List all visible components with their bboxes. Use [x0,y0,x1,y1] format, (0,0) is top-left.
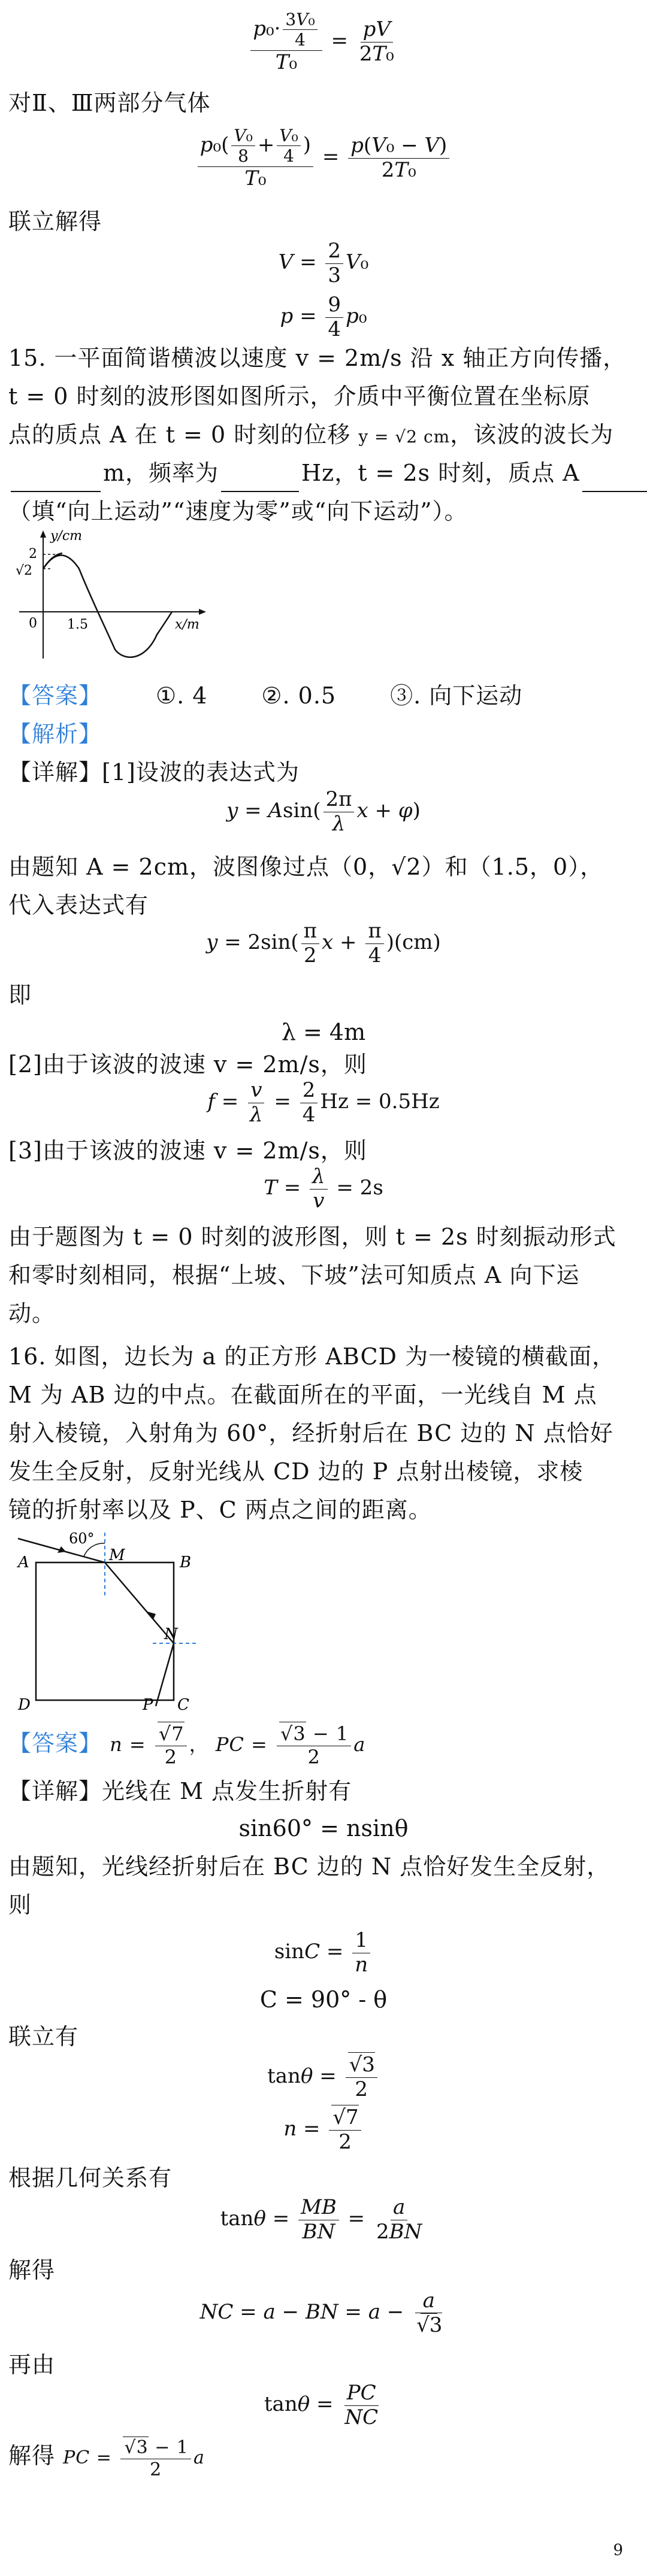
label-c: C [177,1696,189,1712]
eq-period: T = $\frac{\lambda}{v}$ = 2s [264,1164,383,1213]
q15-line1: 15. 一平面简谐横波以速度 v = 2m/s 沿 x 轴正方向传播， [8,345,627,371]
q15-detail-6: 由于题图为 t = 0 时刻的波形图，则 t = 2s 时刻振动形式 [8,1224,616,1250]
q15-detail-5: [3]由于该波的波速 v = 2m/s，则 [8,1137,367,1164]
q16-line4: 发生全反射，反射光线从 CD 边的 P 点射出棱镜，求棱 [8,1458,583,1485]
tick-origin: 0 [29,616,37,631]
q15-detail-4: [2]由于该波的波速 v = 2m/s，则 [8,1051,367,1078]
q16-detail-3: 则 [8,1892,32,1918]
label-n: N [164,1625,178,1643]
q16-detail-7: 再由 [8,2352,56,2378]
eq-nc: NC = a − BN = a − $\frac{a}{√3}$ [199,2289,443,2337]
q15-detail-7: 和零时刻相同，根据“上坡、下坡”法可知质点 A 向下运 [8,1262,580,1288]
eq-wave-2: y = 2sin( $\frac{\pi}{2}$ x + $\frac{\pi}{4}$ )(cm) [206,919,441,967]
q16-detail-1: 【详解】光线在 M 点发生折射有 [8,1778,352,1804]
q16-detail-4: 联立有 [8,2023,79,2050]
blank-wavelength[interactable] [11,467,101,492]
eq-c: C = 90° - θ [259,1986,388,2013]
reflected-ray [156,1643,174,1706]
label-b: B [180,1554,192,1571]
q15-line5: （填“向上运动”“速度为零”或“向下运动”）。 [8,498,468,524]
wave-graph [7,527,211,665]
eq-frequency: f = $\frac{v}{\lambda}$ = $\frac{2}{4}$ Hz = 0.5Hz [207,1078,440,1127]
y-axis-arrow [40,530,46,538]
eq-geo: tanθ = $\frac{MB}{BN}$ = $\frac{a}{2BN}$ [220,2195,422,2244]
eq-snell: sin60° = nsinθ [238,1815,409,1841]
q15-line2: t = 0 时刻的波形图如图所示，介质中平衡位置在坐标原 [8,383,591,409]
q15-detail-1: 【详解】[1]设波的表达式为 [8,759,300,785]
eq-tan: tanθ = $\frac{√3}{2}$ [0,2055,647,2100]
label-ji: 即 [8,982,32,1008]
equation-gas-2: p₀( $\frac{\text{V₀}}{8}$ + $\frac{\text{V₀}}{4}$ ) T₀ = $\frac{\text{p(V₀ − V)}}{\text{2T₀}}$ [0,127,647,189]
q16-line3: 射入棱镜，入射角为 60°，经折射后在 BC 边的 N 点恰好 [8,1420,613,1446]
eq-wave: y = Asin( $\frac{2\pi}{\lambda}$ x + φ) [226,787,421,836]
q15-line4: m，频率为 Hz，t = 2s 时刻，质点 A [8,454,637,492]
blank-frequency[interactable] [221,467,299,492]
equation-gas-1: p₀· $\frac{\text{3V₀}}{4}$ T₀ = $\frac{pV}{\text{2T₀}}$ [0,11,647,73]
x-axis-arrow [199,609,206,615]
eq-lambda: λ = 4m [281,1019,366,1045]
eq-sinc: sinC = $\frac{1}{n}$ [0,1930,647,1976]
eq-tan-2: tanθ = $\frac{PC}{NC}$ [264,2381,379,2429]
eq-n: n = $\frac{√7}{2}$ [0,2107,647,2153]
tick-1-5: 1.5 [67,617,88,632]
q15-detail-3: 代入表达式有 [8,892,149,918]
y-axis-label: y/cm [50,529,83,544]
tick-2: 2 [29,547,37,562]
label-m: M [109,1546,125,1564]
q16-detail-6: 解得 [8,2257,56,2283]
solution-v: V = $\frac{2}{3}$ V₀ [278,239,369,287]
q15-detail-2: 由题知 A = 2cm，波图像过点（0，√2）和（1.5，0）， [8,854,604,880]
q16-line1: 16. 如图，边长为 a 的正方形 ABCD 为一棱镜的横截面， [8,1343,616,1370]
angle-label: 60° [69,1530,95,1547]
q15-detail-8: 动。 [8,1300,56,1327]
q15-answer: 【答案】 ①. 4 ②. 0.5 ③. 向下运动 [8,682,523,709]
q16-answer: 【答案】 n = $\frac{√7}{2}$ ， PC = $\frac{√3 - 1}{2}$ a [8,1722,366,1768]
q16-detail-2: 由题知，光线经折射后在 BC 边的 N 点恰好发生全反射， [8,1853,610,1880]
q16-detail-5: 根据几何关系有 [8,2165,173,2191]
square-abcd [36,1562,174,1700]
q16-line5: 镜的折射率以及 P、C 两点之间的距离。 [8,1497,432,1523]
q15-line3: 点的质点 A 在 t = 0 时刻的位移 y = √2 cm，该波的波长为 [8,421,614,448]
solution-p: p = $\frac{9}{4}$ p₀ [280,293,367,341]
refracted-ray [105,1562,174,1643]
label-dui: 对Ⅱ、Ⅲ两部分气体 [8,90,211,116]
tick-sqrt2: √2 [16,563,33,578]
label-a: A [18,1554,29,1571]
label-p: P [143,1696,153,1712]
q16-detail-8: 解得 PC = $\frac{√3 - 1}{2}$ a [8,2437,205,2480]
x-axis-label: x/m [175,617,199,632]
label-lianli: 联立解得 [8,208,102,235]
q15-analysis-label: 【解析】 [8,721,102,747]
prism-figure [6,1527,210,1712]
wave-curve [43,556,172,657]
page-number: 9 [613,2541,623,2559]
q16-line2: M 为 AB 边的中点。在截面所在的平面，一光线自 M 点 [8,1382,597,1408]
label-d: D [18,1696,31,1712]
blank-motion[interactable] [582,467,647,492]
